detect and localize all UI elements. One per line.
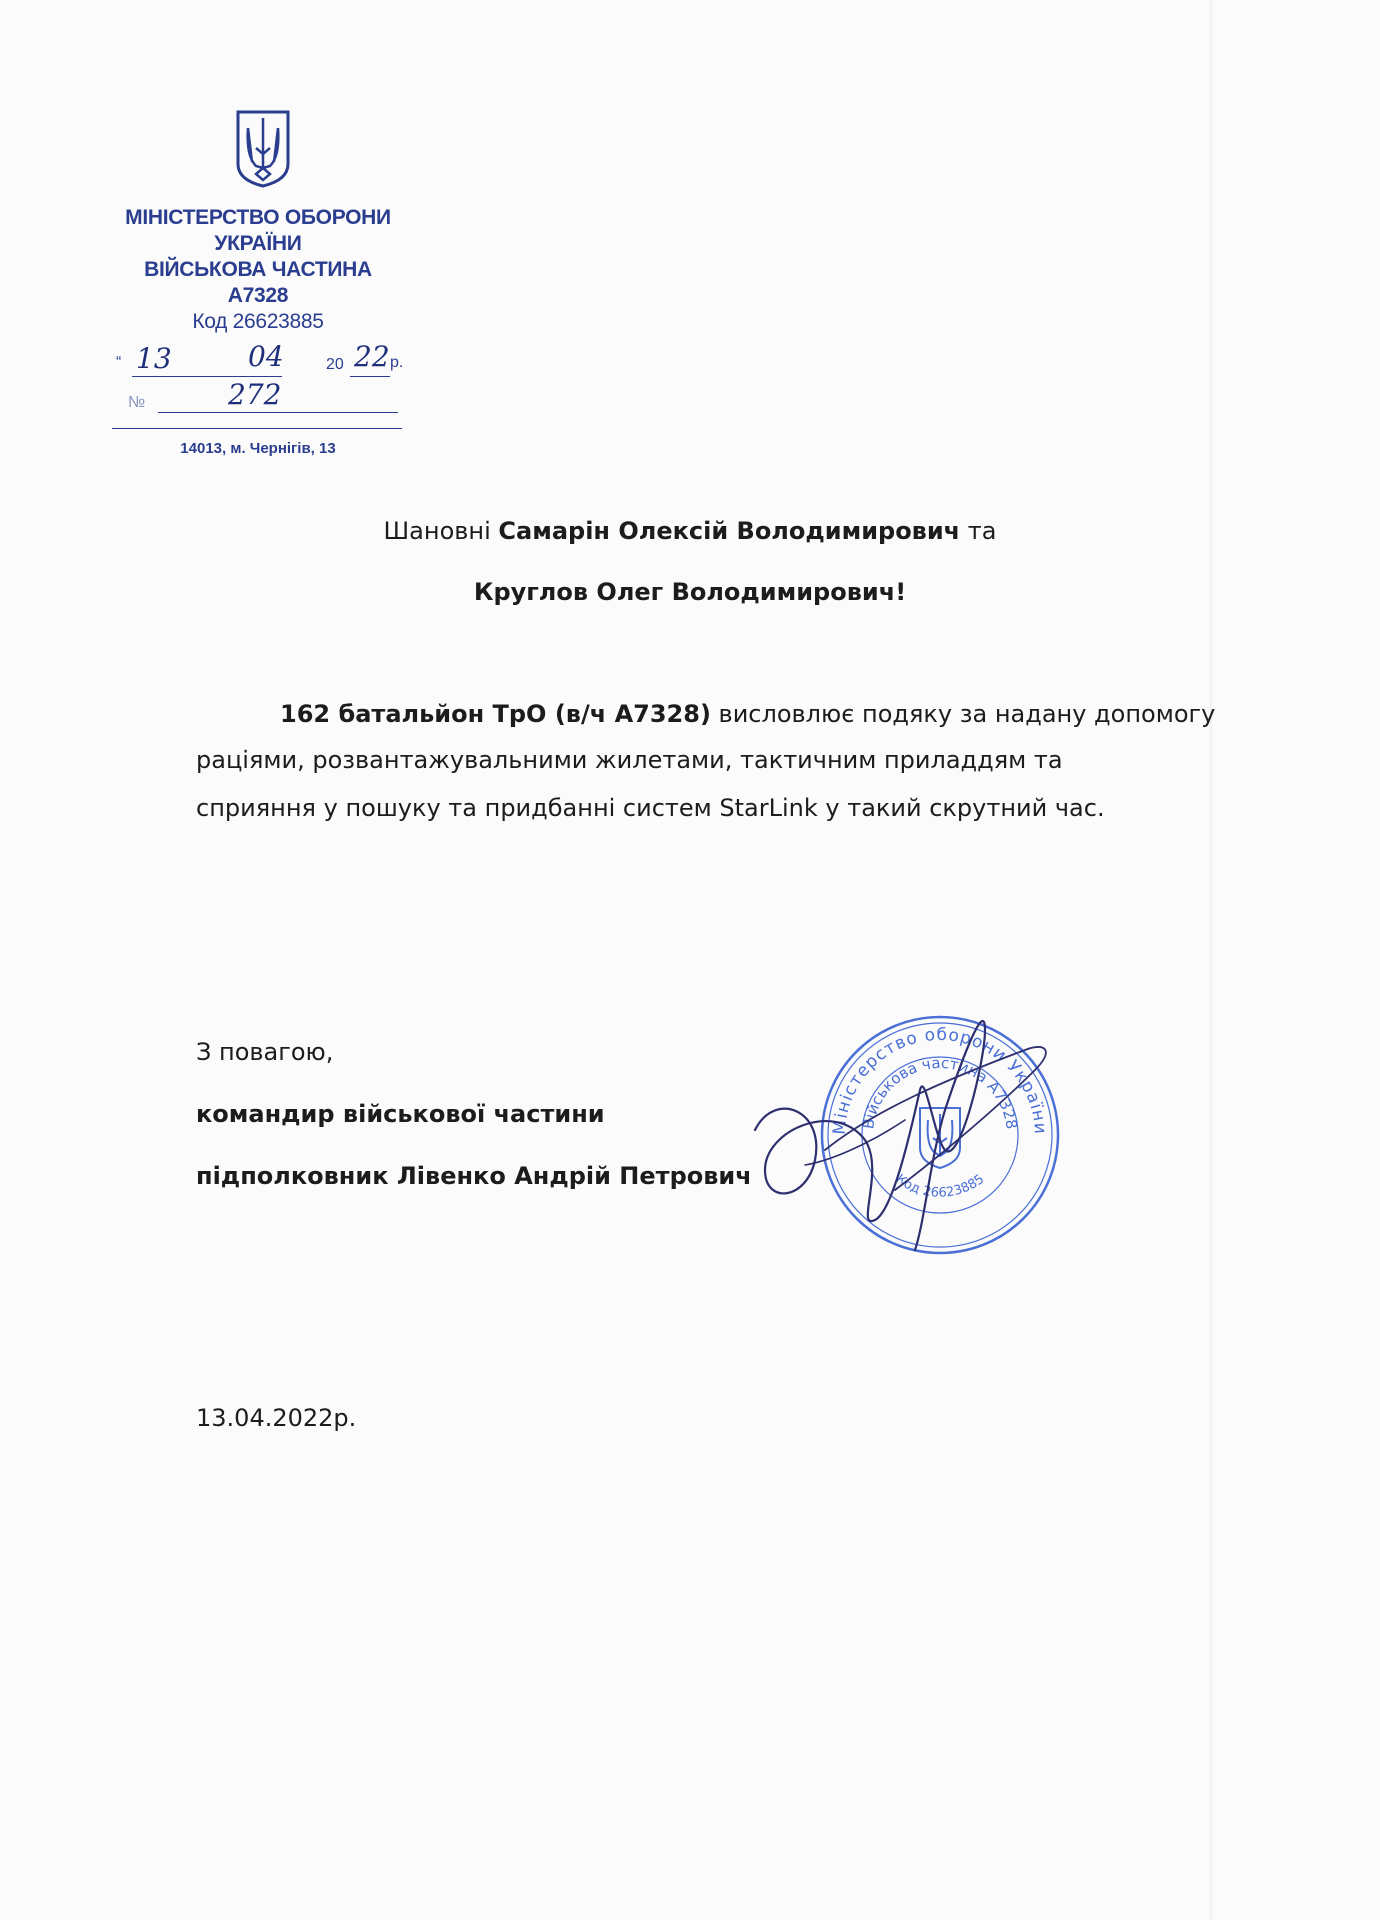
paper-fold xyxy=(1210,0,1212,1920)
stamp-code-text: Код 26623885 xyxy=(892,1171,988,1201)
handwritten-signature xyxy=(745,990,1085,1290)
date-year-suffix: 22 xyxy=(354,340,390,373)
greeting-prefix: Шановні xyxy=(383,517,499,545)
letter-date: 13.04.2022р. xyxy=(196,1404,357,1432)
date-year-prefix: 20 xyxy=(326,356,344,373)
signer-position: командир військової частини xyxy=(196,1100,605,1128)
battalion-name: 162 батальйон ТрО (в/ч А7328) xyxy=(280,700,711,728)
country-line: УКРАЇНИ xyxy=(214,232,302,255)
date-suffix: р. xyxy=(390,354,404,371)
ministry-line: МІНІСТЕРСТВО ОБОРОНИ xyxy=(125,206,391,229)
recipient-name-2: Круглов Олег Володимирович! xyxy=(473,578,907,606)
body-line-1 xyxy=(280,700,1215,728)
greeting-line-1 xyxy=(0,517,1380,545)
number-label: № xyxy=(128,394,146,411)
number-value: 272 xyxy=(228,378,282,411)
date-quote: “ xyxy=(116,354,122,371)
body-line-2: раціями, розвантажувальними жилетами, тактичним приладдям та xyxy=(196,746,1063,774)
stamp-inner-text: Військова частина А7328 xyxy=(859,1053,1021,1131)
unit-title-line: ВІЙСЬКОВА ЧАСТИНА xyxy=(144,258,372,281)
body-line-1-rest: висловлює подяку за надану допомогу xyxy=(710,700,1216,728)
trident-emblem-icon xyxy=(234,108,292,188)
unit-code-line: Код 26623885 xyxy=(192,310,324,333)
body-line-3: сприяння у пошуку та придбанні систем StarLink у такий скрутний час. xyxy=(196,794,1105,822)
greeting-connector: та xyxy=(960,517,997,545)
stamp-outer-text: Міністерство оборони України xyxy=(829,1024,1051,1136)
date-day: 13 xyxy=(136,342,172,375)
outgoing-number xyxy=(108,378,408,422)
signer-name: підполковник Лівенко Андрій Петрович xyxy=(196,1162,752,1190)
unit-number-line: А7328 xyxy=(227,284,289,307)
unit-address: 14013, м. Чернігів, 13 xyxy=(180,440,336,457)
date-month: 04 xyxy=(248,340,284,373)
recipient-name-1: Самарін Олексій Володимирович xyxy=(498,517,961,545)
regards: З повагою, xyxy=(196,1038,334,1066)
